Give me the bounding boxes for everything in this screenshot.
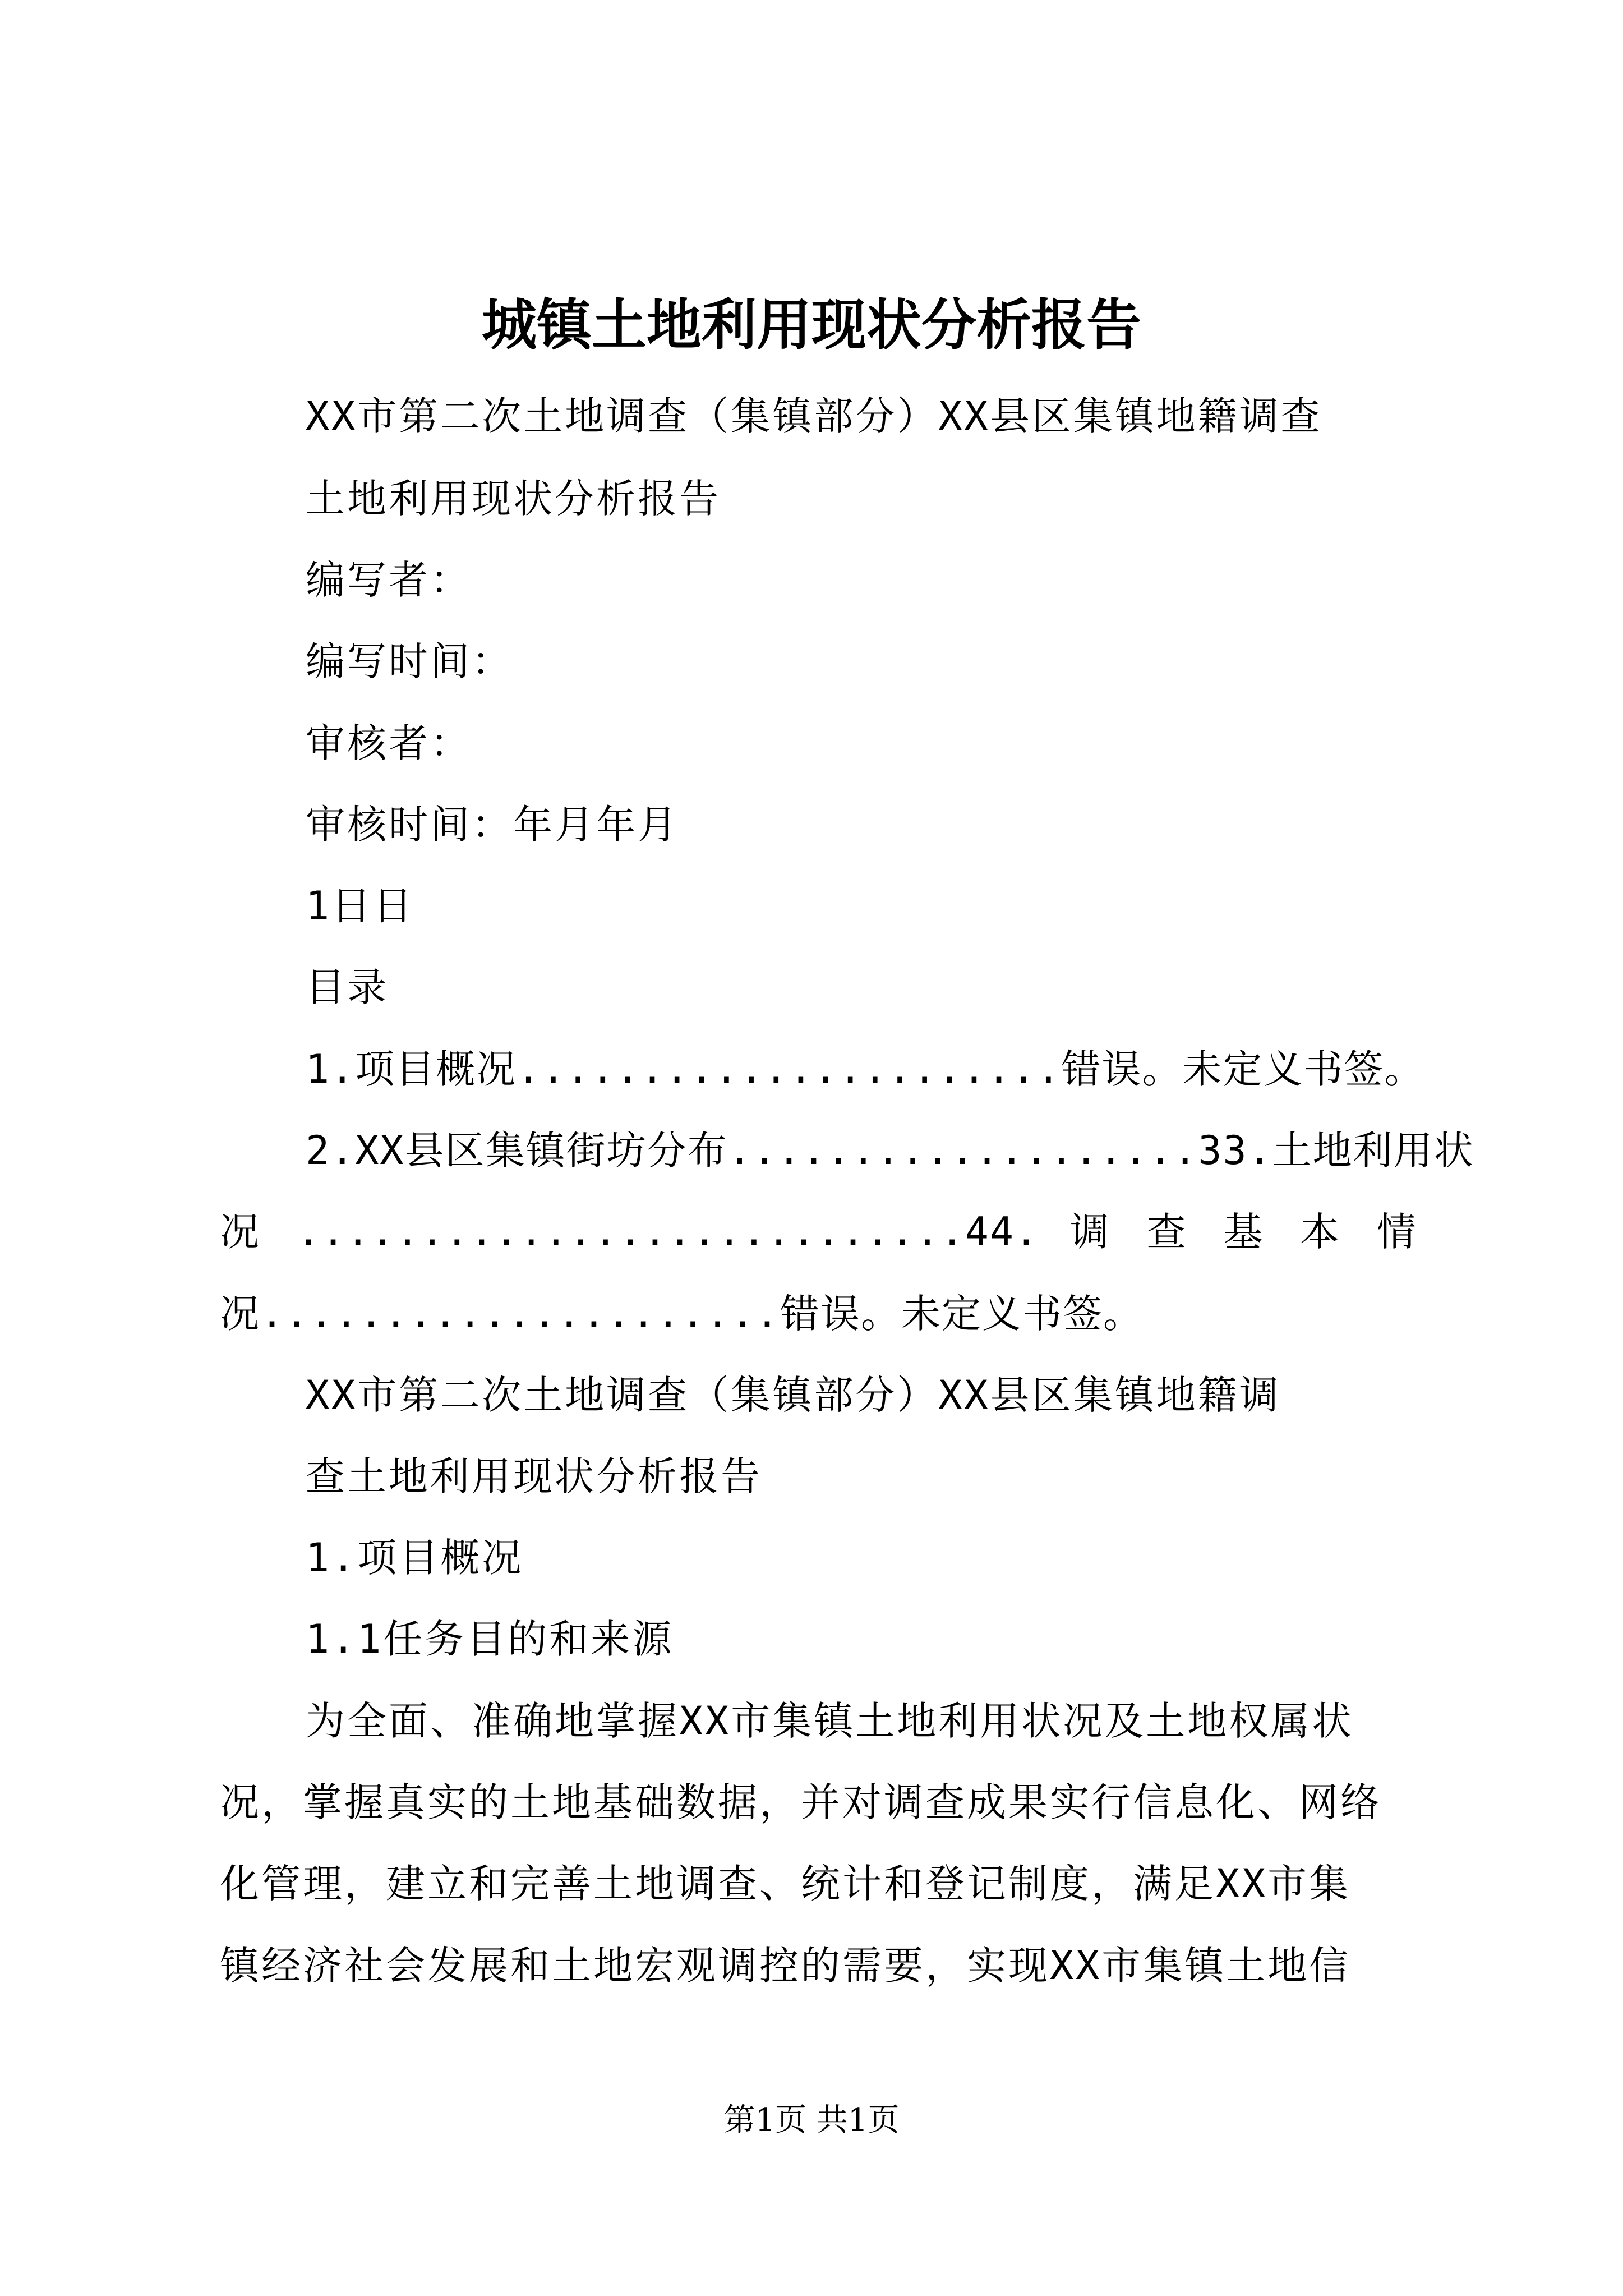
body-heading-line-1: XX市第二次土地调查（集镇部分）XX县区集镇地籍调 (306, 1372, 1281, 1418)
subtitle-line-1: XX市第二次土地调查（集镇部分）XX县区集镇地籍调查 (306, 393, 1322, 439)
page-footer: 第1页 共1页 (723, 2102, 900, 2138)
paragraph-line-3: 化管理，建立和完善土地调查、统计和登记制度，满足XX市集 (220, 1861, 1351, 1907)
review-time-label: 审核时间：年月年月 (306, 802, 679, 848)
document-title: 城镇土地利用现状分析报告 (481, 293, 1141, 357)
subtitle-line-2: 土地利用现状分析报告 (306, 476, 721, 522)
body-heading-line-2: 查土地利用现状分析报告 (306, 1453, 762, 1499)
paragraph-line-4: 镇经济社会发展和土地宏观调控的需要，实现XX市集镇土地信 (220, 1943, 1351, 1989)
toc-heading: 目录 (306, 964, 389, 1010)
toc-entry-2[interactable]: 2.XX县区集镇街坊分布...................33.土地利用状 (306, 1128, 1474, 1174)
section-1-heading: 1.项目概况 (306, 1535, 524, 1581)
toc-entry-4[interactable]: 况.....................错误。未定义书签。 (220, 1291, 1144, 1337)
paragraph-line-2: 况，掌握真实的土地基础数据，并对调查成果实行信息化、网络 (220, 1779, 1382, 1825)
author-label: 编写者： (306, 557, 472, 603)
toc-entry-3[interactable]: 况 ...........................44. 调 查 基 本 情 (220, 1209, 1417, 1255)
write-time-label: 编写时间： (306, 638, 513, 684)
toc-entry-1[interactable]: 1.项目概况......................错误。未定义书签。 (306, 1046, 1425, 1092)
paragraph-line-1: 为全面、准确地掌握XX市集镇土地利用状况及土地权属状 (306, 1698, 1354, 1744)
section-1-1-heading: 1.1任务目的和来源 (306, 1616, 674, 1662)
reviewer-label: 审核者： (306, 720, 472, 766)
date-line: 1日日 (306, 883, 415, 929)
